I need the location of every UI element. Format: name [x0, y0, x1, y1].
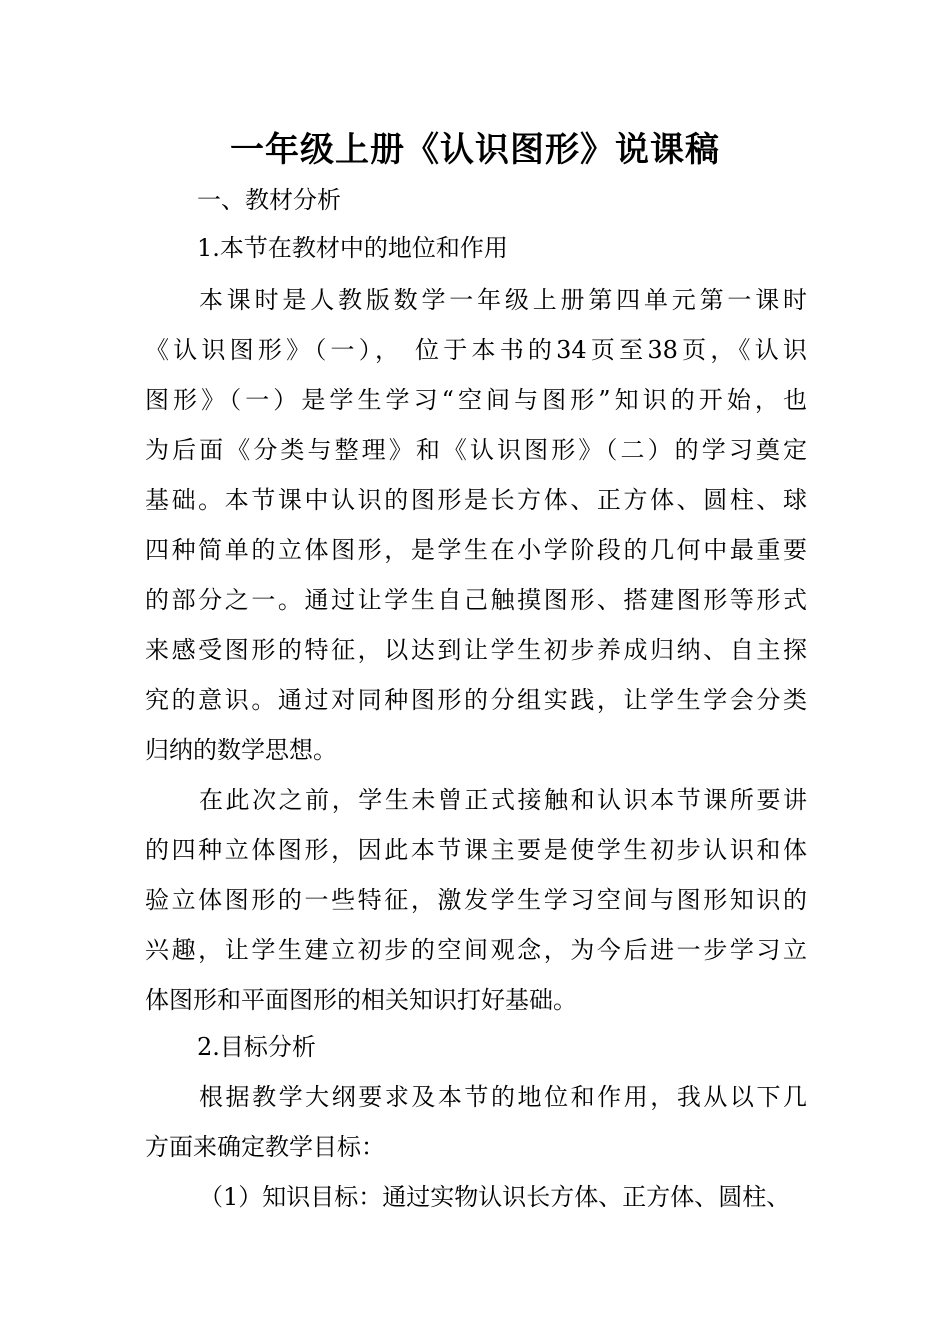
paragraph-line: 在此次之前，学生未曾正式接触和认识本节课所要讲	[199, 786, 807, 814]
section-heading-textbook-analysis: 一、教材分析	[197, 186, 341, 214]
paragraph-line: 为后面《分类与整理》和《认识图形》（二）的学习奠定	[145, 436, 807, 464]
paragraph-line: 《认识图形》（一）， 位于本书的34页至38页，《认识	[145, 336, 807, 364]
paragraph-line: 根据教学大纲要求及本节的地位和作用，我从以下几	[199, 1083, 807, 1111]
paragraph-line: 究的意识。通过对同种图形的分组实践，让学生学会分类	[145, 686, 807, 714]
paragraph-line: 体图形和平面图形的相关知识打好基础。	[145, 986, 577, 1014]
subheading-goal-analysis: 2.目标分析	[197, 1033, 316, 1061]
paragraph-line: 验立体图形的一些特征，激发学生学习空间与图形知识的	[145, 886, 807, 914]
paragraph-line: （1）知识目标：通过实物认识长方体、正方体、圆柱、	[199, 1183, 791, 1211]
paragraph-line: 四种简单的立体图形，是学生在小学阶段的几何中最重要	[145, 536, 807, 564]
paragraph-line: 归纳的数学思想。	[145, 736, 337, 764]
paragraph-line: 的四种立体图形，因此本节课主要是使学生初步认识和体	[145, 836, 807, 864]
paragraph-line: 方面来确定教学目标：	[145, 1133, 385, 1161]
document-title: 一年级上册《认识图形》说课稿	[230, 130, 720, 170]
paragraph-line: 图形》（一）是学生学习“空间与图形”知识的开始，也	[145, 386, 807, 414]
paragraph-line: 来感受图形的特征，以达到让学生初步养成归纳、自主探	[145, 636, 807, 664]
subheading-position-and-role: 1.本节在教材中的地位和作用	[197, 234, 508, 262]
paragraph-line: 本课时是人教版数学一年级上册第四单元第一课时	[199, 286, 807, 314]
paragraph-line: 基础。本节课中认识的图形是长方体、正方体、圆柱、球	[145, 486, 807, 514]
paragraph-line: 的部分之一。通过让学生自己触摸图形、搭建图形等形式	[145, 586, 807, 614]
paragraph-line: 兴趣，让学生建立初步的空间观念，为今后进一步学习立	[145, 936, 807, 964]
